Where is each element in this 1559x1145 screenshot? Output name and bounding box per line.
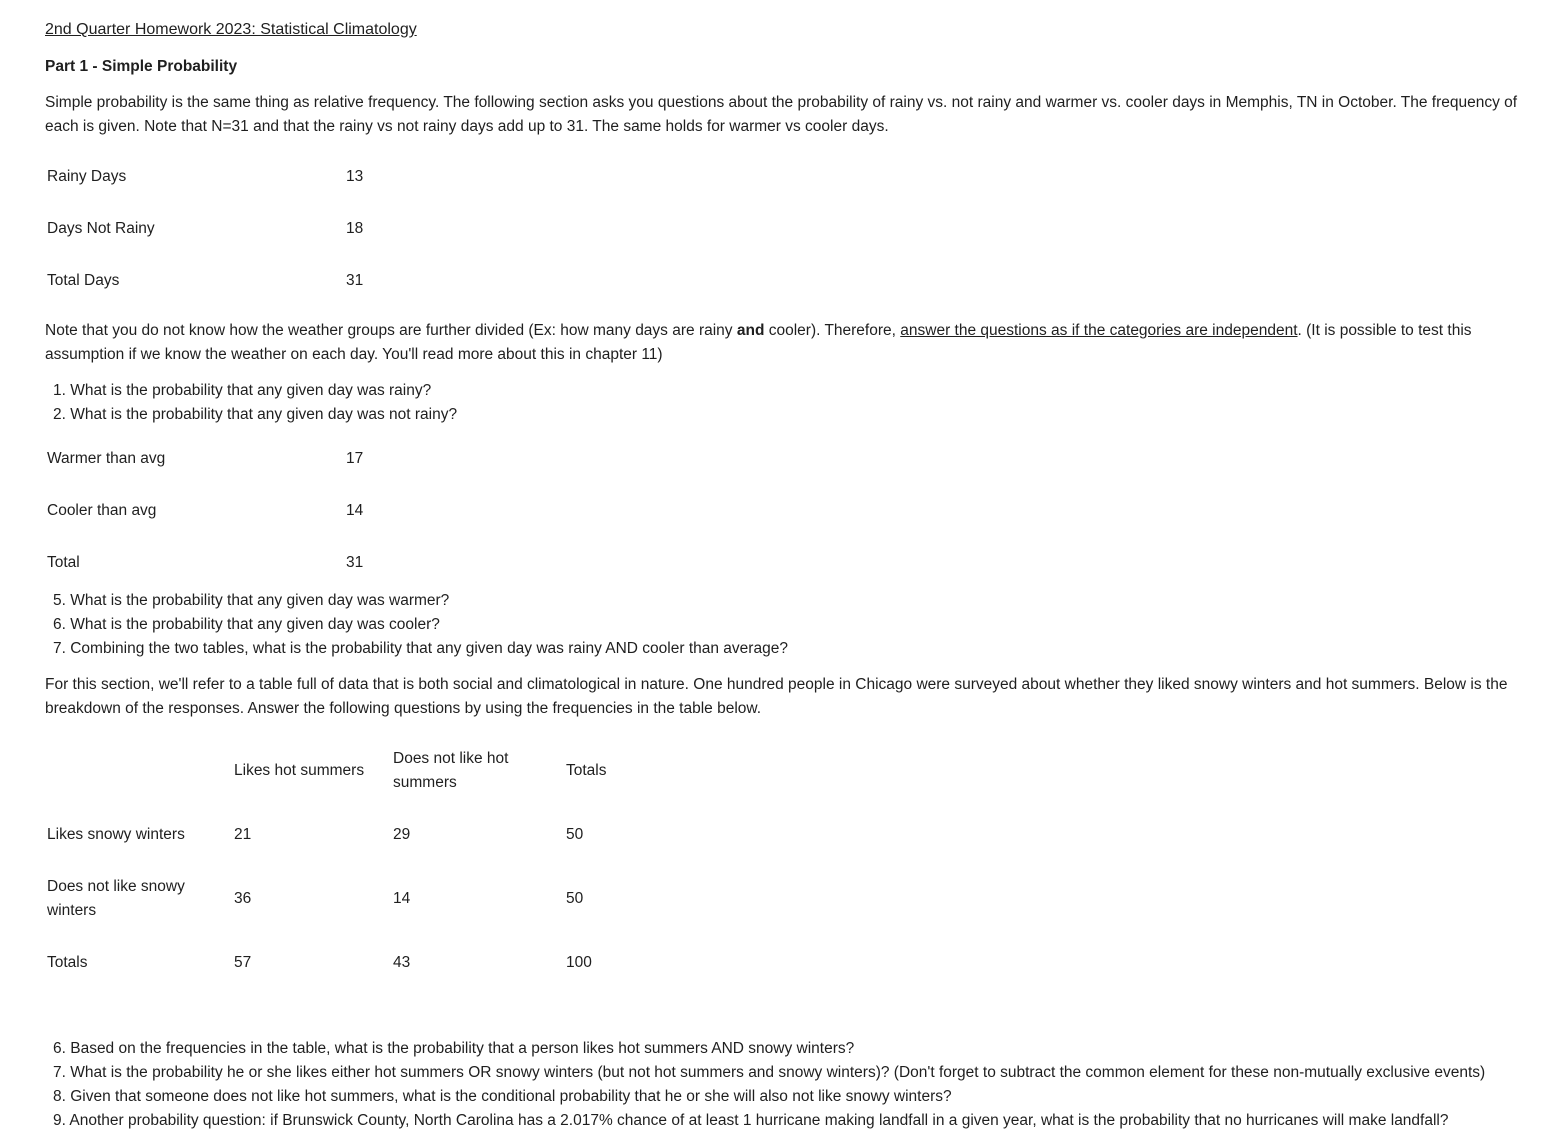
- question-item: 6. Based on the frequencies in the table, what is the probability that a person likes hot summers AND snowy winters?: [53, 1040, 855, 1057]
- questions-list-c: [53, 1037, 1485, 1133]
- question-item: 5. What is the probability that any given day was warmer?: [53, 592, 450, 609]
- rain-row-label: Total Days: [47, 272, 120, 289]
- survey-header: Likes hot summers: [234, 762, 365, 779]
- note-bold: and: [736, 322, 765, 339]
- questions-list-a: [53, 379, 457, 427]
- temp-row-value: 14: [346, 502, 364, 519]
- survey-cell: 29: [393, 826, 411, 843]
- note-text: . (It is possible to test this assumption if we know the weather on each day. You'll read more about this in chapter 11): [45, 322, 1472, 363]
- survey-cell: 57: [234, 954, 252, 971]
- survey-header: Totals: [566, 762, 607, 779]
- survey-header: Does not like hot summers: [393, 750, 509, 791]
- rain-row-value: 31: [346, 272, 364, 289]
- survey-row-label: Totals: [47, 954, 88, 971]
- survey-intro-paragraph: For this section, we'll refer to a table full of data that is both social and climatological in nature. One hundred people in Chicago were surveyed about whether they liked snowy winters and hot summers. Below is the breakdown of the responses. Answer the following questions by using the frequencies in the table below.: [45, 676, 1508, 717]
- intro-paragraph: Simple probability is the same thing as relative frequency. The following section asks you questions about the probability of rainy vs. not rainy and warmer vs. cooler days in Memphis, TN in October. The frequency of each is given. Note that N=31 and that the rainy vs not rainy days add up to 31. The same holds for warmer vs cooler days.: [45, 94, 1518, 135]
- survey-cell: 14: [393, 890, 411, 907]
- question-item: 7. What is the probability he or she likes either hot summers OR snowy winters (but not hot summers and snowy winters)? (Don't forget to subtract the common element for these non-mutually exclusive events): [53, 1064, 1486, 1081]
- independence-note: [45, 319, 1525, 367]
- part-heading: Part 1 - Simple Probability: [45, 58, 238, 75]
- temp-row-value: 31: [346, 554, 364, 571]
- temp-row-label: Warmer than avg: [47, 450, 166, 467]
- survey-cell: 100: [566, 954, 592, 971]
- rain-row-value: 18: [346, 220, 364, 237]
- question-item: 1. What is the probability that any given day was rainy?: [53, 382, 432, 399]
- question-item: 9. Another probability question: if Brunswick County, North Carolina has a 2.017% chance of at least 1 hurricane making landfall in a given year, what is the probability that no hurricanes will make landfall?: [53, 1112, 1449, 1129]
- survey-cell: 50: [566, 890, 584, 907]
- note-text: cooler). Therefore,: [764, 322, 901, 339]
- question-item: 7. Combining the two tables, what is the probability that any given day was rainy AND cooler than average?: [53, 640, 788, 657]
- survey-cell: 36: [234, 890, 252, 907]
- temp-row-label: Cooler than avg: [47, 502, 157, 519]
- survey-row-label: Does not like snowy winters: [47, 878, 185, 919]
- temp-row-value: 17: [346, 450, 364, 467]
- question-item: 2. What is the probability that any given day was not rainy?: [53, 406, 458, 423]
- question-item: 8. Given that someone does not like hot summers, what is the conditional probability that he or she will also not like snowy winters?: [53, 1088, 952, 1105]
- document-title: 2nd Quarter Homework 2023: Statistical Climatology: [45, 21, 417, 38]
- note-underlined: answer the questions as if the categories are independent: [900, 322, 1298, 339]
- questions-list-b: [53, 589, 788, 661]
- rain-row-label: Days Not Rainy: [47, 220, 155, 237]
- rain-row-label: Rainy Days: [47, 168, 127, 185]
- temp-row-label: Total: [47, 554, 80, 571]
- question-item: 6. What is the probability that any given day was cooler?: [53, 616, 440, 633]
- note-text: Note that you do not know how the weather groups are further divided (Ex: how many days are rainy: [45, 322, 737, 339]
- rain-row-value: 13: [346, 168, 364, 185]
- survey-cell: 43: [393, 954, 411, 971]
- survey-cell: 21: [234, 826, 252, 843]
- survey-cell: 50: [566, 826, 584, 843]
- survey-row-label: Likes snowy winters: [47, 826, 185, 843]
